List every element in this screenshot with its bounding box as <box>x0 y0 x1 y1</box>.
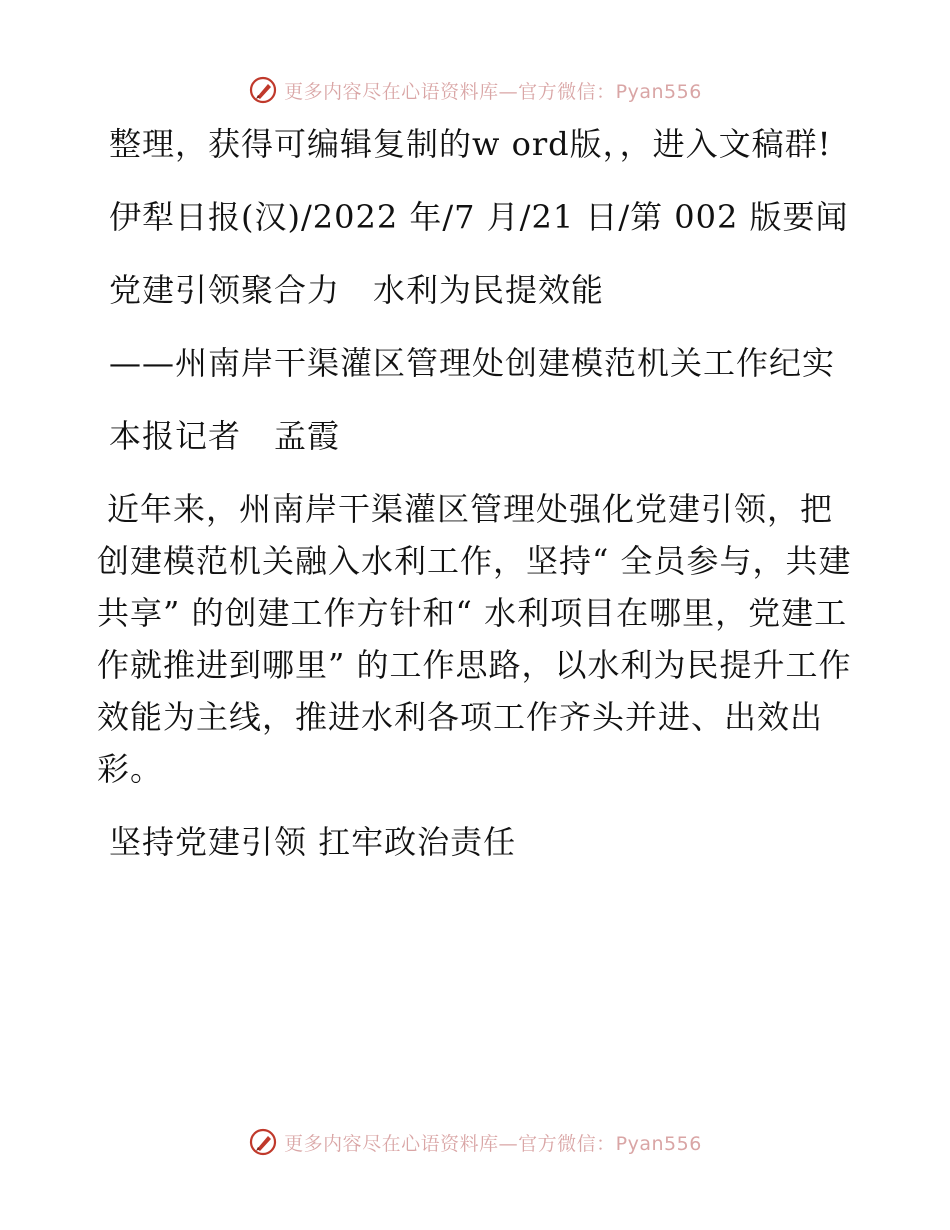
section-heading: 坚持党建引领 扛牢政治责任 <box>109 823 517 861</box>
watermark-id: Pyan556 <box>615 80 702 103</box>
article-title: 党建引领聚合力 水利为民提效能 <box>109 271 605 309</box>
source-line: 伊犁日报(汉)/2022 年/7 月/21 日/第 002 版要闻 <box>109 198 849 236</box>
article-subtitle: ——州南岸干渠灌区管理处创建模范机关工作纪实 <box>109 344 836 382</box>
watermark-id: Pyan556 <box>615 1132 702 1155</box>
watermark-text: 更多内容尽在心语资料库—官方微信： <box>284 1132 616 1155</box>
byline: 本报记者 孟霞 <box>109 417 341 455</box>
watermark-label <box>284 1129 702 1156</box>
watermark-label <box>284 77 702 104</box>
watermark-header <box>0 70 950 110</box>
document-body <box>97 118 857 889</box>
body-paragraph: 近年来，州南岸干渠灌区管理处强化党建引领，把创建模范机关融入水利工作，坚持“ 全员参与，共建共享” 的创建工作方针和“ 水利项目在哪里，党建工作就推进到哪里” 的工作思路，以水利为民提升工作效能为主线，推进水利各项工作齐头并进、出效出彩。 <box>97 490 852 788</box>
pen-logo-icon <box>248 75 278 105</box>
watermark-footer <box>0 1122 950 1162</box>
intro-note: 整理，获得可编辑复制的w ord版，，进入文稿群! <box>109 125 832 163</box>
pen-logo-icon <box>248 1127 278 1157</box>
watermark-text: 更多内容尽在心语资料库—官方微信： <box>284 80 616 103</box>
